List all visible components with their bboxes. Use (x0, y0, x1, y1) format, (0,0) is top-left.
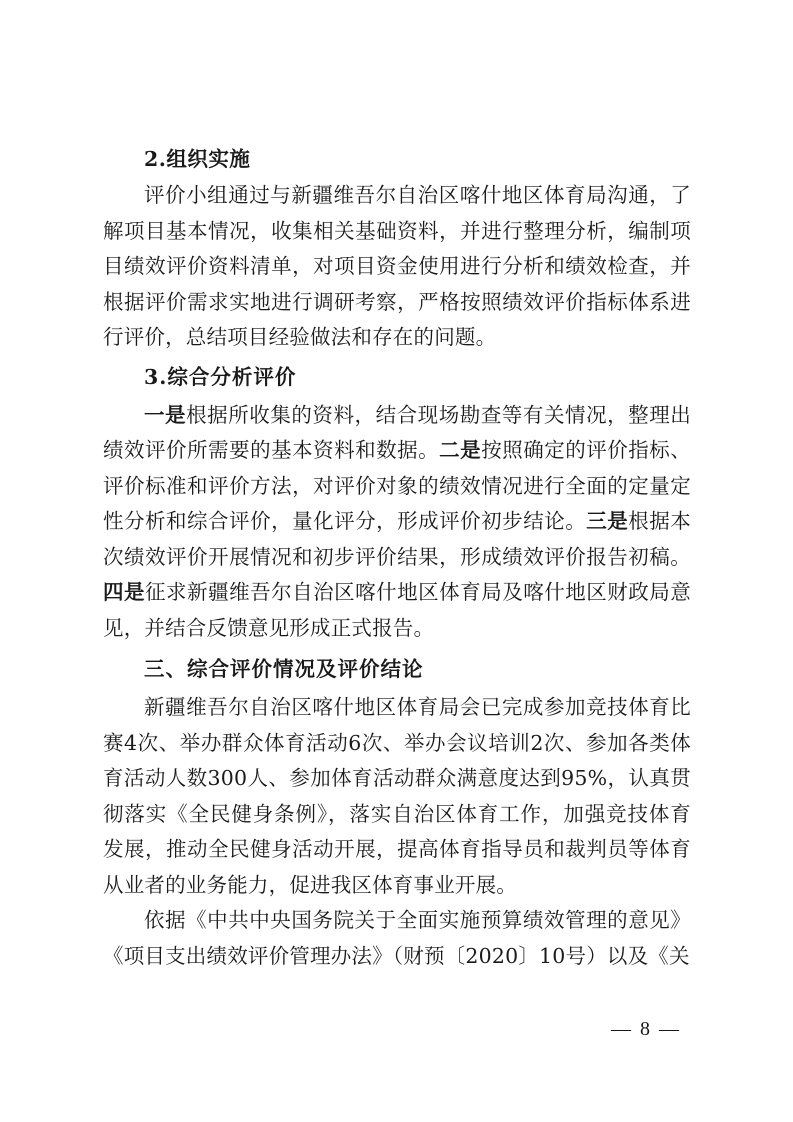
paragraph-conclusion-summary: 新疆维吾尔自治区喀什地区体育局会已完成参加竞技体育比赛4次、举办群众体育活动6次、举办会议培训2次、参加各类体育活动人数300人、参加体育活动群众满意度达到95%，认真贯彻落实《全民健身条例》，落实自治区体育工作，加强竞技体育发展，推动全民健身活动开展，提高体育指导员和裁判员等体育从业者的业务能力，促进我区体育事业开展。 (103, 695, 691, 897)
page-body (103, 140, 691, 974)
analysis-text-fourth: 征求新疆维吾尔自治区喀什地区体育局及喀什地区财政局意见，并结合反馈意见形成正式报告。 (103, 580, 691, 640)
analysis-text-third: 根据本次绩效评价开展情况和初步评价结果，形成绩效评价报告初稿。 (103, 509, 691, 569)
bold-marker-second: 二是 (439, 438, 482, 462)
analysis-text-first: 根据所收集的资料，结合现场勘查等有关情况，整理出绩效评价所需要的基本资料和数据。 (103, 402, 691, 462)
paragraph-organization: 评价小组通过与新疆维吾尔自治区喀什地区体育局沟通，了解项目基本情况，收集相关基础资料，并进行整理分析，编制项目绩效评价资料清单，对项目资金使用进行分析和绩效检查，并根据评价需求实地进行调研考察，严格按照绩效评价指标体系进行评价，总结项目经验做法和存在的问题。 (103, 183, 691, 349)
bold-marker-third: 三是 (586, 509, 629, 533)
bold-marker-fourth: 四是 (103, 580, 146, 604)
paragraph-conclusion-basis: 依据《中共中央国务院关于全面实施预算绩效管理的意见》《项目支出绩效评价管理办法》（财预〔2020〕10号）以及《关 (103, 908, 691, 968)
bold-marker-first: 一是 (144, 402, 187, 427)
section-heading-conclusion: 三、综合评价情况及评价结论 (144, 657, 424, 681)
section-heading-organization: 2.组织实施 (144, 147, 251, 171)
analysis-text-second: 按照确定的评价指标、评价标准和评价方法，对评价对象的绩效情况进行全面的定量定性分析和综合评价，量化评分，形成评价初步结论。 (103, 438, 691, 533)
page-number: — 8 — (611, 1018, 681, 1040)
paragraph-analysis (103, 398, 691, 647)
section-heading-analysis: 3.综合分析评价 (144, 364, 297, 389)
